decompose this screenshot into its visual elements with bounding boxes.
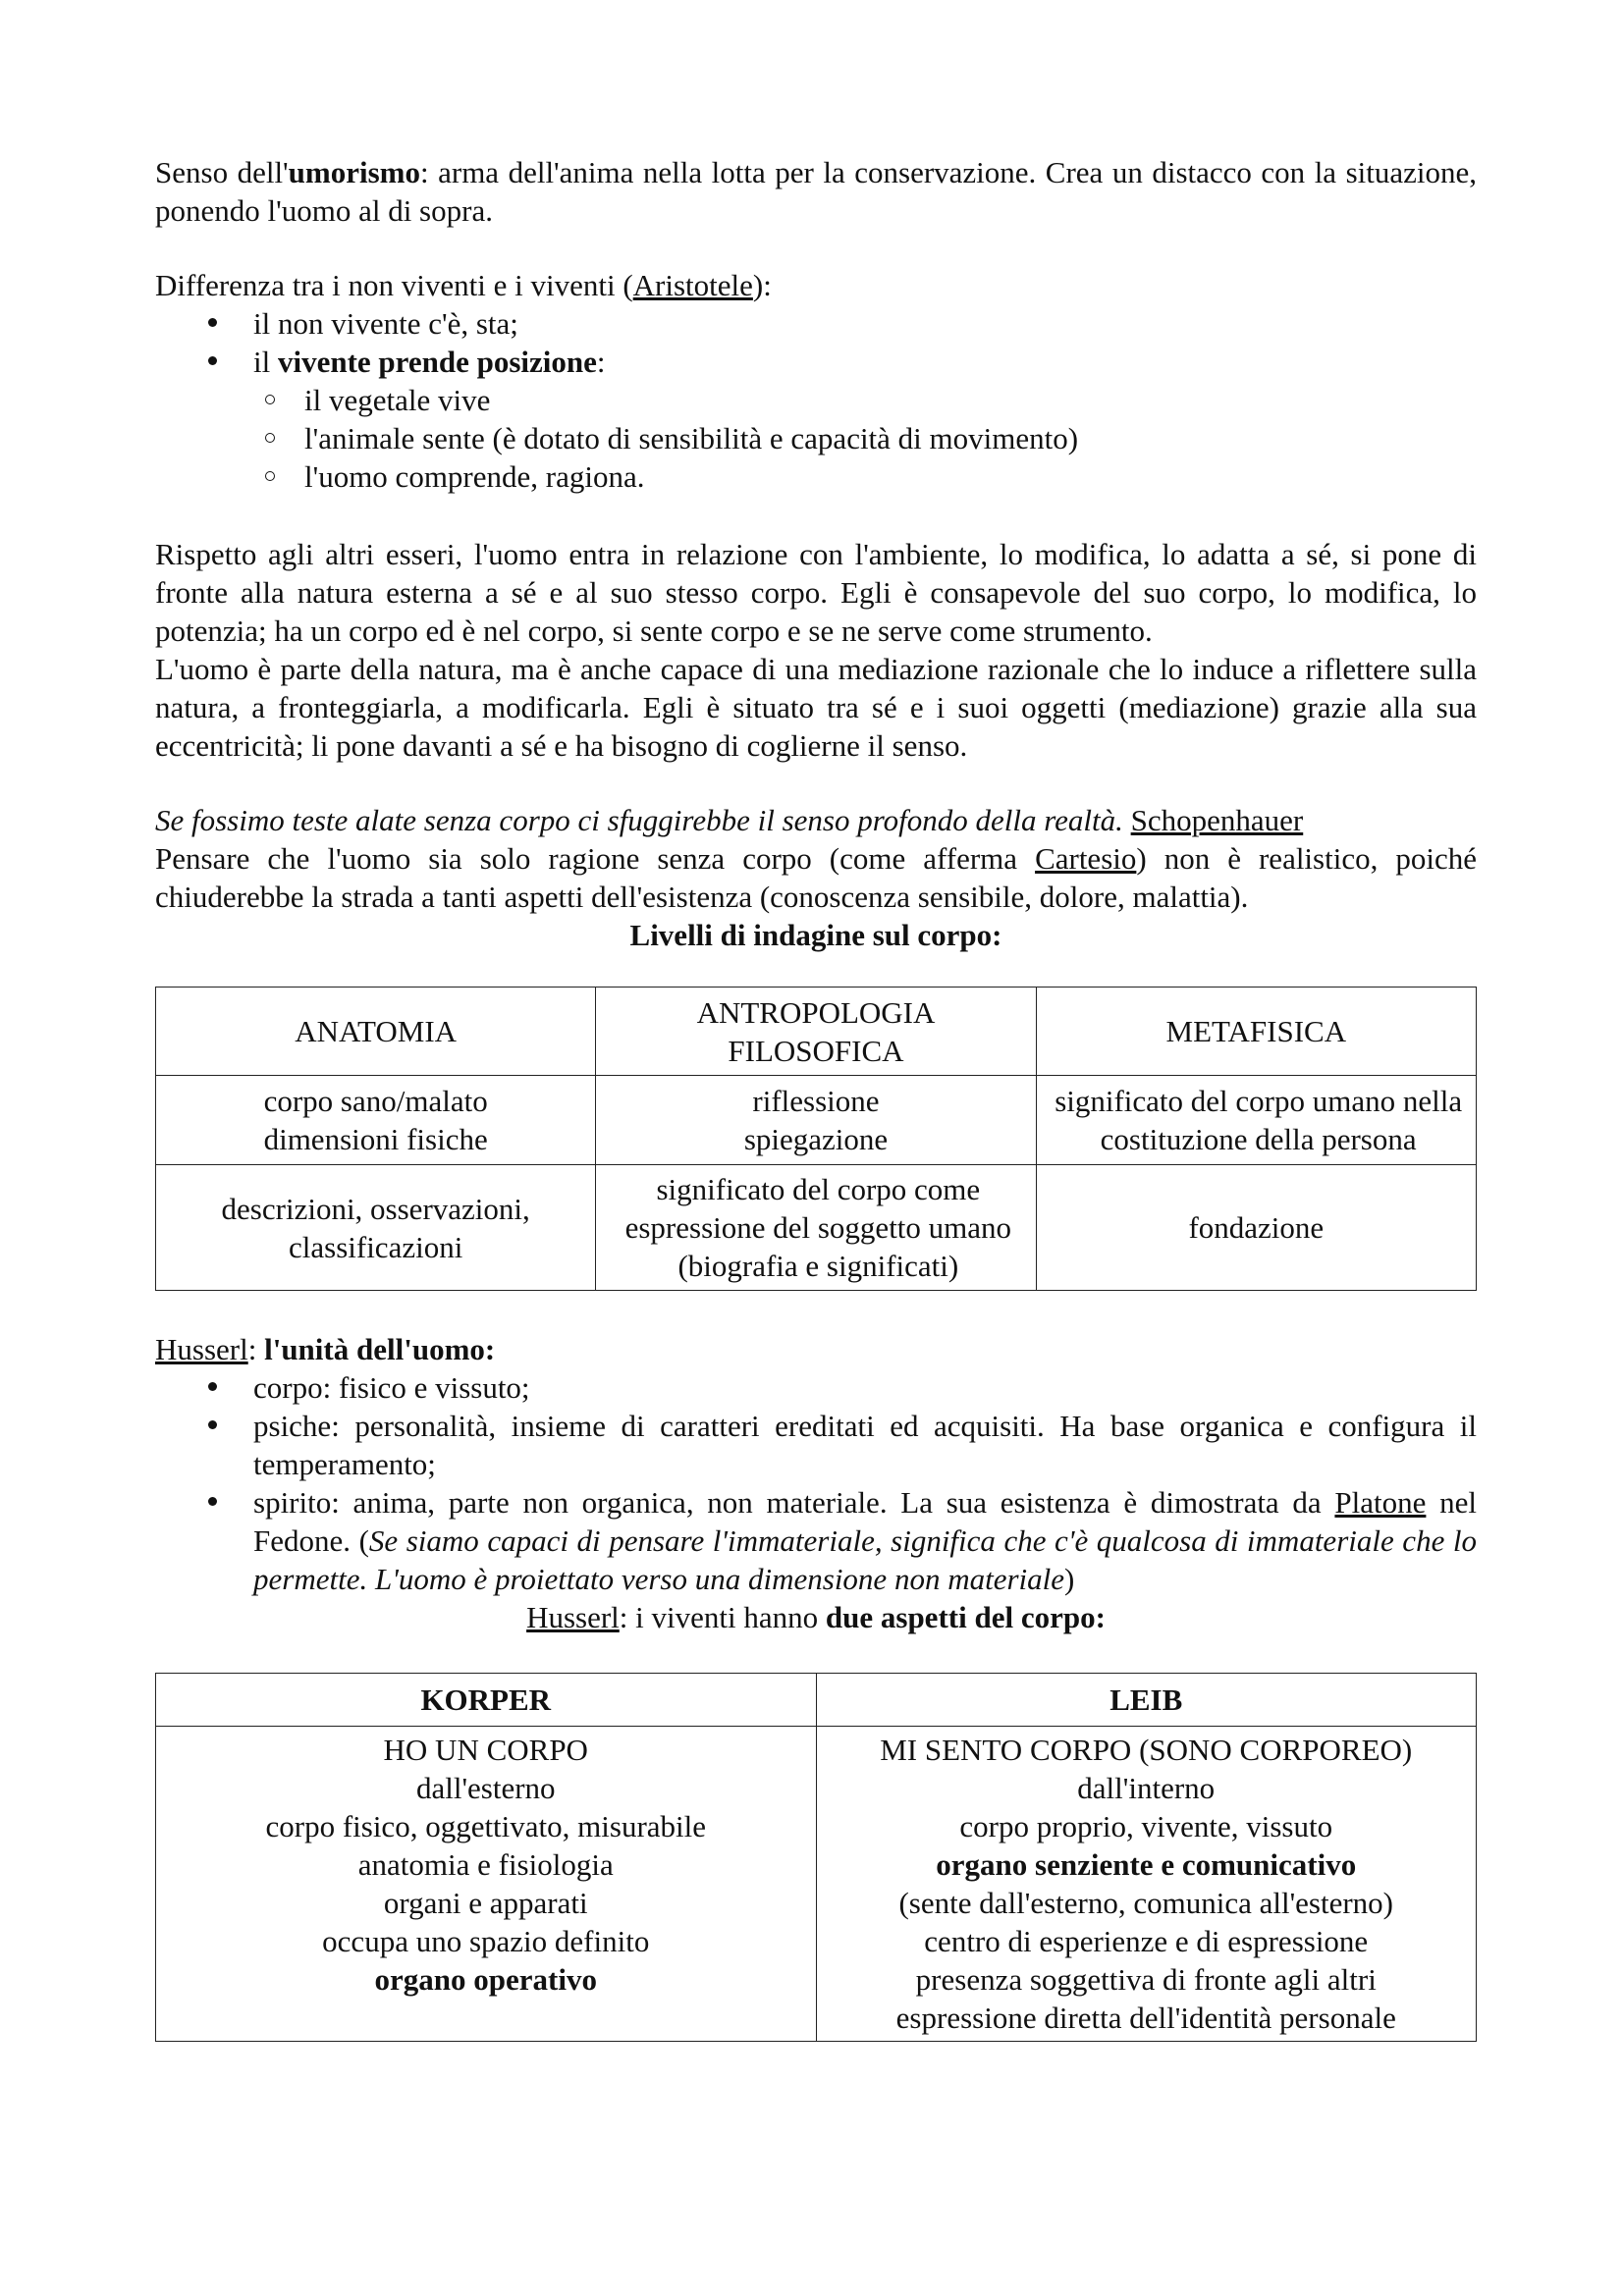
husserl-name: Husserl: [155, 1332, 248, 1366]
cell-line: centro di esperienze e di espressione: [924, 1924, 1369, 1958]
cell-line: dall'interno: [1077, 1771, 1216, 1805]
sub-list-item: il vegetale vive: [304, 381, 1477, 419]
header-cell: KORPER: [156, 1674, 817, 1727]
levels-table: [155, 987, 1477, 1291]
cell-line: presenza soggettiva di fronte agli altri: [915, 1962, 1377, 1997]
cell-line: corpo proprio, vivente, vissuto: [959, 1809, 1333, 1843]
cell-line: occupa uno spazio definito: [322, 1924, 650, 1958]
leib-cell: [816, 1727, 1477, 2042]
cell-line: organo operativo: [374, 1962, 597, 1997]
relation-paragraph-1: Rispetto agli altri esseri, l'uomo entra in relazione con l'ambiente, lo modifica, lo adatta a sé, si pone di fronte alla natura esterna a sé e al suo stesso corpo. Egli è consapevole del suo corpo, lo modifica, lo potenzia; ha un corpo ed è nel corpo, si sente corpo e se ne serve come strumento.: [155, 537, 1477, 648]
levels-title: Livelli di indagine sul corpo:: [629, 918, 1002, 952]
humor-term: umorismo: [288, 155, 420, 189]
cartesio-paragraph: Pensare che l'uomo sia solo ragione senza corpo (come afferma Cartesio) non è realistico, poiché chiuderebbe la strada a tanti aspetti dell'esistenza (conoscenza sensibile, dolore, malattia).: [155, 841, 1477, 914]
cell-line: espressione diretta dell'identità personale: [895, 2001, 1396, 2035]
relation-paragraph-2: L'uomo è parte della natura, ma è anche capace di una mediazione razionale che lo induce a riflettere sulla natura, a fronteggiarla, a modificarla. Egli è situato tra sé e i suoi oggetti (mediazione) grazie alla sua eccentricità; li pone davanti a sé e ha bisogno di coglierne il senso.: [155, 652, 1477, 763]
cell-line: dall'esterno: [415, 1771, 556, 1805]
cell-line: MI SENTO CORPO (SONO CORPOREO): [880, 1733, 1413, 1767]
aspects-table: [155, 1673, 1477, 2042]
header-cell: ANTROPOLOGIA FILOSOFICA: [596, 988, 1036, 1076]
list-item: spirito: anima, parte non organica, non materiale. La sua esistenza è dimostrata da Platone nel Fedone. (Se siamo capaci di pensare l'immateriale, significa che c'è qualcosa di immateriale che lo permette. L'uomo è proiettato verso una dimensione non materiale): [253, 1485, 1477, 1596]
cell-line: (sente dall'esterno, comunica all'esterno): [898, 1886, 1394, 1920]
header-cell: ANATOMIA: [156, 988, 596, 1076]
table-cell: corpo sano/malato dimensioni fisiche: [156, 1076, 596, 1165]
cartesio-name: Cartesio: [1035, 841, 1137, 876]
korper-cell: [156, 1727, 817, 2042]
sub-list-item: l'uomo comprende, ragiona.: [304, 457, 1477, 496]
platone-name: Platone: [1334, 1485, 1427, 1520]
sub-list-item: l'animale sente (è dotato di sensibilità e capacità di movimento): [304, 419, 1477, 457]
difference-list: [155, 304, 1477, 496]
table-cell: fondazione: [1036, 1165, 1476, 1291]
schopenhauer-quote: Se fossimo teste alate senza corpo ci sfuggirebbe il senso profondo della realtà. Schopenhauer: [155, 803, 1304, 837]
cell-line: organi e apparati: [383, 1886, 588, 1920]
list-item: psiche: personalità, insieme di caratteri ereditati ed acquisiti. Ha base organica e configura il temperamento;: [253, 1409, 1477, 1481]
unity-list: [155, 1368, 1477, 1598]
cell-line: anatomia e fisiologia: [357, 1847, 614, 1882]
list-item: il non vivente c'è, sta;: [253, 304, 1477, 343]
list-item: corpo: fisico e vissuto;: [253, 1368, 1477, 1407]
cell-line: HO UN CORPO: [383, 1733, 588, 1767]
table-cell: descrizioni, osservazioni, classificazioni: [156, 1165, 596, 1291]
table-cell: riflessione spiegazione: [596, 1076, 1036, 1165]
table-row: [156, 1076, 1477, 1165]
header-cell: LEIB: [816, 1674, 1477, 1727]
cell-line: organo senziente e comunicativo: [936, 1847, 1357, 1882]
cell-line: corpo fisico, oggettivato, misurabile: [265, 1809, 707, 1843]
sub-list: [253, 381, 1477, 496]
table-row: [156, 1165, 1477, 1291]
list-item: il vivente prende posizione: il vegetale vive l'animale sente (è dotato di sensibilità e capacità di movimento) l'uomo comprende, ragiona.: [253, 343, 1477, 496]
husserl-name: Husserl: [526, 1600, 620, 1634]
humor-paragraph: Senso dell'umorismo: arma dell'anima nella lotta per la conservazione. Crea un distacco con la situazione, ponendo l'uomo al di sopra.: [155, 155, 1478, 228]
schopenhauer-name: Schopenhauer: [1130, 803, 1304, 837]
table-header-row: [156, 1674, 1477, 1727]
document-page: [155, 153, 1477, 2042]
header-cell: METAFISICA: [1036, 988, 1476, 1076]
table-cell: significato del corpo come espressione del soggetto umano (biografia e significati): [596, 1165, 1036, 1291]
table-header-row: [156, 988, 1477, 1076]
aspects-title: Husserl: i viventi hanno due aspetti del corpo:: [526, 1600, 1106, 1634]
table-cell: significato del corpo umano nella costituzione della persona: [1036, 1076, 1476, 1165]
husserl-unity-title: Husserl: l'unità dell'uomo:: [155, 1332, 496, 1366]
aristotele-link: Aristotele: [632, 268, 753, 302]
table-row: [156, 1727, 1477, 2042]
difference-intro: Differenza tra i non viventi e i viventi (Aristotele):: [155, 268, 772, 302]
